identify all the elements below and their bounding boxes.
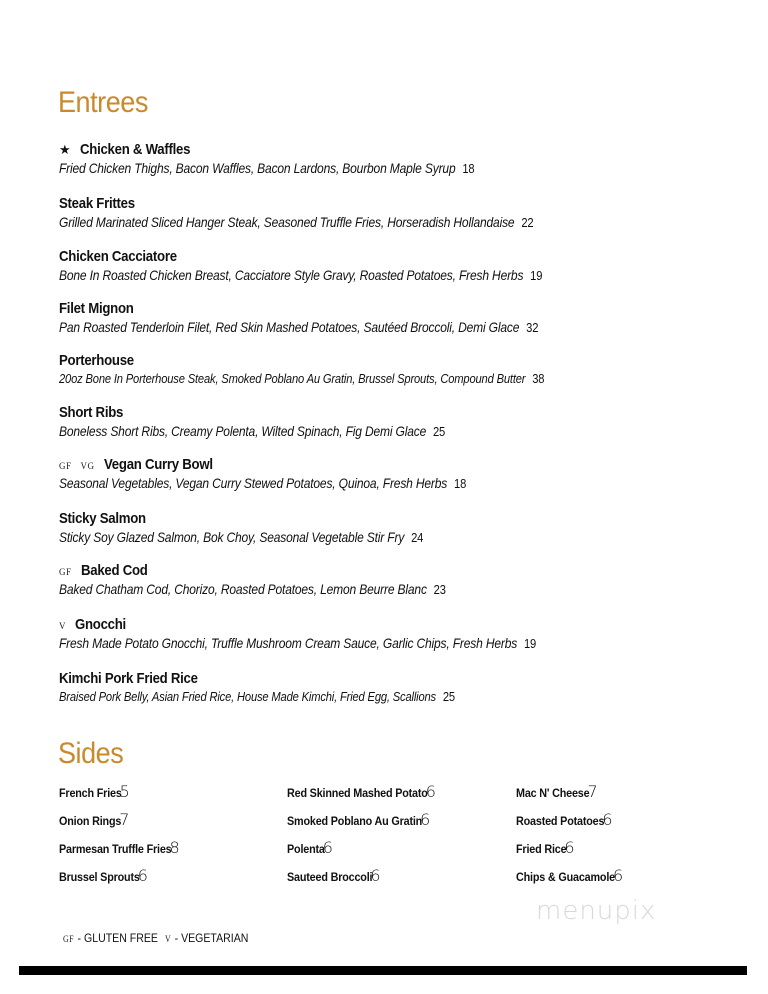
entree-description-text: Baked Chatham Cod, Chorizo, Roasted Potatoes, Lemon Beurre Blanc — [59, 581, 427, 597]
side-price: 8 — [169, 838, 180, 857]
side-name: Sauteed Broccoli — [287, 870, 373, 884]
entree-description — [59, 423, 445, 439]
entree-name: Chicken & Waffles — [79, 141, 190, 158]
side-name: French Fries — [59, 786, 122, 800]
side-price: 7 — [119, 810, 130, 829]
entree-name: Sticky Salmon — [59, 510, 146, 527]
entree-description-text: Braised Pork Belly, Asian Fried Rice, House Made Kimchi, Fried Egg, Scallions — [59, 689, 436, 704]
entree-name: Gnocchi — [75, 616, 126, 633]
entree-name-line — [59, 248, 739, 266]
side-item — [287, 782, 516, 801]
entree-item — [59, 404, 739, 441]
side-name: Roasted Potatoes — [516, 814, 605, 828]
entree-price: 23 — [433, 582, 446, 597]
side-name: Smoked Poblano Au Gratin — [287, 814, 423, 828]
side-price: 6 — [137, 866, 148, 885]
entree-item — [59, 562, 739, 599]
entree-description — [59, 635, 536, 651]
watermark-logo: menupix — [536, 896, 657, 926]
entree-price: 24 — [411, 530, 424, 545]
gluten-free-tag: GF — [63, 934, 75, 944]
entree-item — [59, 616, 739, 653]
entree-name: Porterhouse — [59, 352, 134, 369]
side-item — [516, 782, 744, 801]
gluten-free-label: - GLUTEN FREE — [77, 931, 158, 945]
bottom-divider-bar — [19, 966, 747, 975]
entree-description — [59, 581, 446, 597]
dietary-tag: VG — [80, 461, 95, 471]
side-item — [59, 782, 287, 801]
side-name: Red Skinned Mashed Potato — [287, 786, 428, 800]
entree-name-line — [59, 195, 739, 213]
entrees-heading: Entrees — [58, 86, 148, 119]
entree-description — [59, 267, 542, 283]
side-name: Brussel Sprouts — [59, 870, 140, 884]
side-item — [516, 838, 744, 857]
entree-description — [59, 529, 423, 545]
entree-name: Steak Frittes — [59, 195, 135, 212]
side-item — [59, 866, 287, 885]
entree-description-text: Fresh Made Potato Gnocchi, Truffle Mushroom Cream Sauce, Garlic Chips, Fresh Herbs — [59, 635, 518, 651]
side-price: 6 — [370, 866, 381, 885]
entree-price: 19 — [523, 636, 537, 651]
entree-name-line — [59, 404, 739, 422]
entree-name: Chicken Cacciatore — [59, 248, 177, 265]
entree-description-text: 20oz Bone In Porterhouse Steak, Smoked Poblano Au Gratin, Brussel Sprouts, Compound Butter — [59, 371, 526, 386]
entree-item — [59, 456, 739, 493]
entree-name: Kimchi Pork Fried Rice — [59, 670, 198, 687]
entree-name: Vegan Curry Bowl — [103, 456, 213, 473]
entree-name-line — [59, 616, 739, 634]
side-name: Fried Rice — [516, 842, 567, 856]
entree-description-text: Boneless Short Ribs, Creamy Polenta, Wilted Spinach, Fig Demi Glace — [59, 423, 427, 439]
side-name: Chips & Guacamole — [516, 870, 615, 884]
side-name: Polenta — [287, 842, 325, 856]
side-item — [287, 838, 516, 857]
entree-price: 38 — [532, 371, 545, 386]
side-name: Onion Rings — [59, 814, 122, 828]
side-item — [516, 810, 744, 829]
vegetarian-label: - VEGETARIAN — [174, 931, 249, 945]
star-icon: ★ — [59, 142, 71, 157]
entree-description — [59, 160, 474, 176]
side-item — [287, 810, 516, 829]
entree-name-line — [59, 510, 739, 528]
entree-description-text: Grilled Marinated Sliced Hanger Steak, Seasoned Truffle Fries, Horseradish Hollandaise — [59, 214, 515, 230]
entree-description-text: Sticky Soy Glazed Salmon, Bok Choy, Seasonal Vegetable Stir Fry — [59, 529, 405, 545]
entree-description — [59, 475, 466, 491]
entree-price: 18 — [462, 161, 475, 176]
entree-item — [59, 141, 739, 178]
sides-grid — [59, 782, 749, 885]
entree-price: 22 — [521, 215, 534, 230]
entree-description — [59, 371, 544, 386]
entree-price: 32 — [526, 320, 539, 335]
entree-item — [59, 300, 739, 337]
entree-name: Baked Cod — [80, 562, 148, 579]
entree-description-text: Pan Roasted Tenderloin Filet, Red Skin Mashed Potatoes, Sautéed Broccoli, Demi Glace — [59, 319, 520, 335]
side-price: 6 — [602, 810, 613, 829]
vegetarian-tag: V — [164, 934, 172, 944]
side-item — [59, 838, 287, 857]
entree-price: 25 — [442, 689, 455, 704]
entree-name-line — [59, 300, 739, 318]
entree-description-text: Bone In Roasted Chicken Breast, Cacciatore Style Gravy, Roasted Potatoes, Fresh Herbs — [59, 267, 524, 283]
entree-name-line — [59, 670, 739, 688]
side-item — [59, 810, 287, 829]
entree-name-line — [59, 562, 739, 580]
sides-heading: Sides — [58, 737, 124, 770]
entree-description-text: Fried Chicken Thighs, Bacon Waffles, Bacon Lardons, Bourbon Maple Syrup — [59, 160, 456, 176]
dietary-legend — [63, 931, 255, 945]
dietary-tag: GF — [59, 461, 72, 471]
side-price: 6 — [425, 782, 436, 801]
side-item — [287, 866, 516, 885]
side-price: 6 — [322, 838, 333, 857]
entree-description — [59, 689, 455, 704]
side-price: 6 — [612, 866, 624, 885]
entree-description-text: Seasonal Vegetables, Vegan Curry Stewed Potatoes, Quinoa, Fresh Herbs — [59, 475, 448, 491]
entree-item — [59, 352, 739, 388]
side-name: Mac N' Cheese — [516, 786, 590, 800]
entree-description — [59, 319, 538, 335]
side-price: 6 — [420, 810, 431, 829]
side-price: 6 — [564, 838, 575, 857]
entree-name-line — [59, 141, 739, 159]
entree-item — [59, 195, 739, 232]
dietary-tag: GF — [59, 567, 72, 577]
entree-name: Filet Mignon — [59, 300, 134, 317]
entree-item — [59, 670, 739, 706]
entree-price: 18 — [454, 476, 467, 491]
side-price: 7 — [587, 782, 598, 801]
entree-price: 25 — [433, 424, 446, 439]
entree-name: Short Ribs — [59, 404, 124, 421]
entree-name-line — [59, 456, 739, 474]
side-name: Parmesan Truffle Fries — [59, 842, 172, 856]
side-item — [516, 866, 744, 885]
dietary-tag: V — [59, 621, 66, 631]
side-price: 5 — [119, 782, 130, 801]
entree-description — [59, 214, 533, 230]
entree-name-line — [59, 352, 739, 370]
entree-item — [59, 248, 739, 285]
entree-price: 19 — [530, 268, 543, 283]
entree-item — [59, 510, 739, 547]
